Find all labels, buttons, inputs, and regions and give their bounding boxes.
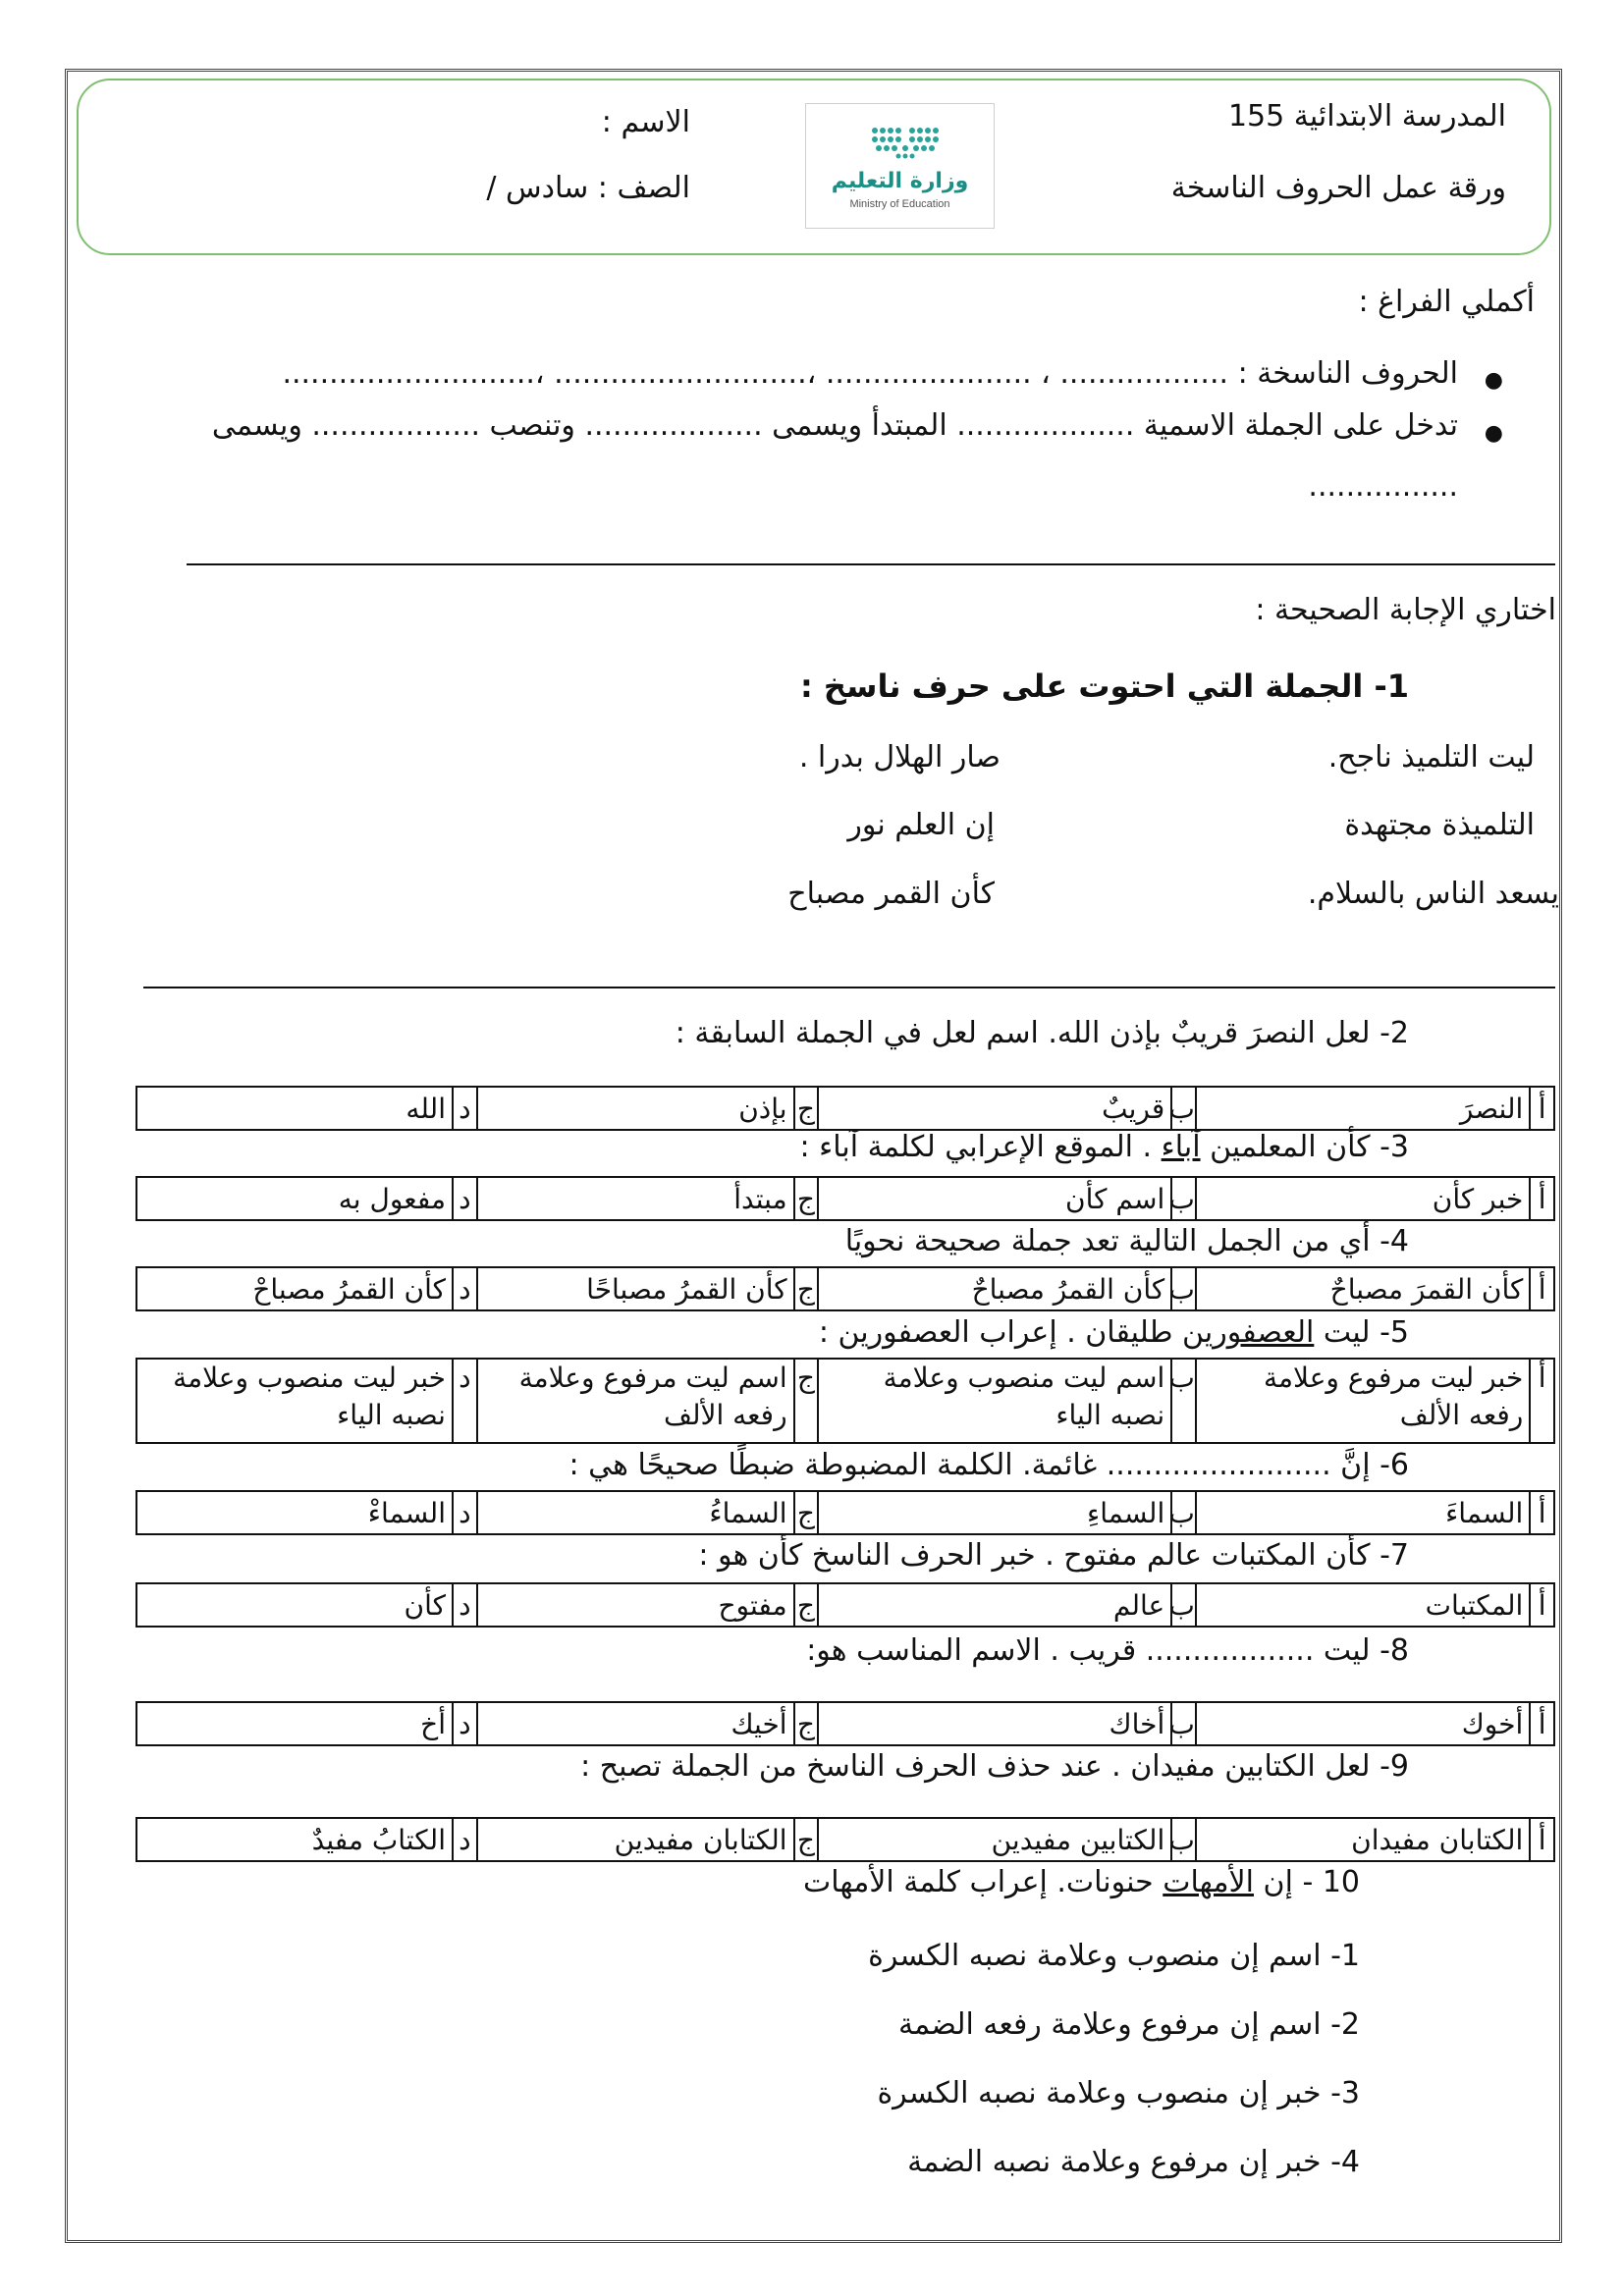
letter: ج — [794, 1267, 819, 1310]
q8-options — [135, 1701, 1555, 1746]
letter: أ — [1530, 1177, 1554, 1220]
q10-answer[interactable]: 3- خبر إن منصوب وعلامة نصبه الكسرة — [877, 2076, 1360, 2110]
option-c[interactable]: كأن القمرُ مصباحًا — [477, 1267, 794, 1310]
letter: د — [453, 1702, 477, 1745]
q5-options — [135, 1358, 1555, 1444]
logo-subtext: Ministry of Education — [849, 198, 950, 210]
letter: ب — [1171, 1491, 1196, 1534]
letter: ج — [794, 1087, 819, 1130]
letter: ج — [794, 1491, 819, 1534]
q10-answer[interactable]: 1- اسم إن منصوب وعلامة نصبه الكسرة — [868, 1939, 1360, 1973]
option-a[interactable]: خبر كأن — [1196, 1177, 1530, 1220]
letter: أ — [1530, 1702, 1554, 1745]
divider — [143, 987, 1555, 988]
letter: أ — [1530, 1491, 1554, 1534]
letter: ب — [1171, 1177, 1196, 1220]
option-a[interactable]: النصرَ — [1196, 1087, 1530, 1130]
letter: ج — [794, 1702, 819, 1745]
letter: ج — [794, 1359, 819, 1443]
bullet-icon: ● — [1484, 421, 1503, 446]
q10-text: 10 - إن الأمهات حنونات. إعراب كلمة الأمهات — [803, 1865, 1360, 1899]
letter: ج — [794, 1583, 819, 1627]
fill-line-3: ................ — [1308, 469, 1458, 504]
q1-sentence: صار الهلال بدرا . — [798, 740, 1001, 774]
q1-title: 1- الجملة التي احتوت على حرف ناسخ : — [799, 667, 1409, 705]
q1-sentence: إن العلم نور — [847, 808, 995, 842]
option-c[interactable]: مفتوح — [477, 1583, 794, 1627]
option-b[interactable]: عالم — [818, 1583, 1171, 1627]
q2-options — [135, 1086, 1555, 1131]
q8-text: 8- ليت .................. قريب . الاسم المناسب هو: — [806, 1633, 1409, 1668]
q4-options — [135, 1266, 1555, 1311]
letter: د — [453, 1818, 477, 1861]
q3-text: 3- كأن المعلمين آباء . الموقع الإعرابي لكلمة آباء : — [799, 1130, 1409, 1164]
option-a[interactable]: الكتابان مفيدان — [1196, 1818, 1530, 1861]
letter: ج — [794, 1177, 819, 1220]
fill-title: أكملي الفراغ : — [1358, 285, 1535, 319]
option-b[interactable]: قريبٌ — [818, 1087, 1171, 1130]
q10-answer[interactable]: 2- اسم إن مرفوع وعلامة رفعه الضمة — [897, 2007, 1360, 2042]
option-a[interactable]: خبر ليت مرفوع وعلامة رفعه الألف — [1196, 1359, 1530, 1443]
letter: ب — [1171, 1267, 1196, 1310]
letter: أ — [1530, 1267, 1554, 1310]
q2-text: 2- لعل النصرَ قريبٌ بإذن الله. اسم لعل في الجملة السابقة : — [675, 1016, 1409, 1050]
class-label: الصف : سادس / — [486, 171, 690, 205]
option-c[interactable]: الكتابان مفيدين — [477, 1818, 794, 1861]
option-d[interactable]: كأن القمرُ مصباحْ — [136, 1267, 453, 1310]
option-d[interactable]: الله — [136, 1087, 453, 1130]
option-a[interactable]: كأن القمرَ مصباحٌ — [1196, 1267, 1530, 1310]
option-d[interactable]: الكتابُ مفيدٌ — [136, 1818, 453, 1861]
q6-options — [135, 1490, 1555, 1535]
q3-options — [135, 1176, 1555, 1221]
letter: ج — [794, 1818, 819, 1861]
divider — [187, 563, 1555, 565]
letter: د — [453, 1359, 477, 1443]
logo-text: وزارة التعليم — [831, 169, 969, 193]
q1-sentence: كأن القمر مصباح — [787, 877, 995, 911]
choose-title: اختاري الإجابة الصحيحة : — [1255, 593, 1556, 627]
option-d[interactable]: أخ — [136, 1702, 453, 1745]
q1-sentence: ليت التلميذ ناجح. — [1327, 740, 1535, 774]
q9-text: 9- لعل الكتابين مفيدان . عند حذف الحرف الناسخ من الجملة تصبح : — [580, 1749, 1409, 1784]
option-d[interactable]: مفعول به — [136, 1177, 453, 1220]
letter: د — [453, 1267, 477, 1310]
option-a[interactable]: المكتبات — [1196, 1583, 1530, 1627]
q5-text: 5- ليت العصفورين طليقان . إعراب العصفورين : — [818, 1315, 1409, 1350]
option-d[interactable]: كأن — [136, 1583, 453, 1627]
option-b[interactable]: السماءِ — [818, 1491, 1171, 1534]
option-b[interactable]: كأن القمرُ مصباحٌ — [818, 1267, 1171, 1310]
option-a[interactable]: السماءَ — [1196, 1491, 1530, 1534]
letter: د — [453, 1087, 477, 1130]
letter: أ — [1530, 1359, 1554, 1443]
option-c[interactable]: اسم ليت مرفوع وعلامة رفعه الألف — [477, 1359, 794, 1443]
school-name: المدرسة الابتدائية 155 — [1227, 99, 1506, 133]
option-c[interactable]: السماءُ — [477, 1491, 794, 1534]
worksheet-title: ورقة عمل الحروف الناسخة — [1170, 171, 1506, 205]
option-b[interactable]: اسم ليت منصوب وعلامة نصبه الياء — [818, 1359, 1171, 1443]
option-b[interactable]: اسم كأن — [818, 1177, 1171, 1220]
q6-text: 6- إنَّ ........................ غائمة. الكلمة المضبوطة ضبطًا صحيحًا هي : — [568, 1448, 1409, 1482]
q9-options — [135, 1817, 1555, 1862]
letter: أ — [1530, 1818, 1554, 1861]
q7-options — [135, 1582, 1555, 1628]
option-d[interactable]: خبر ليت منصوب وعلامة نصبه الياء — [136, 1359, 453, 1443]
option-d[interactable]: السماءْ — [136, 1491, 453, 1534]
name-label: الاسم : — [601, 105, 690, 139]
ministry-logo — [805, 103, 995, 229]
q1-sentence: يسعد الناس بالسلام. — [1307, 877, 1559, 911]
letter: ب — [1171, 1702, 1196, 1745]
fill-line-2: تدخل على الجملة الاسمية ................... المبتدأ ويسمى ................... وتنصب .................. ويسمى — [211, 408, 1458, 443]
option-c[interactable]: أخيك — [477, 1702, 794, 1745]
option-b[interactable]: الكتابين مفيدين — [818, 1818, 1171, 1861]
letter: ب — [1171, 1583, 1196, 1627]
bullet-icon: ● — [1484, 368, 1503, 393]
option-c[interactable]: مبتدأ — [477, 1177, 794, 1220]
letter: ب — [1171, 1359, 1196, 1443]
letter: أ — [1530, 1087, 1554, 1130]
option-b[interactable]: أخاك — [818, 1702, 1171, 1745]
q4-text: 4- أي من الجمل التالية تعد جملة صحيحة نحويًا — [844, 1224, 1409, 1258]
option-a[interactable]: أخوك — [1196, 1702, 1530, 1745]
q10-answer[interactable]: 4- خبر إن مرفوع وعلامة نصبه الضمة — [907, 2145, 1360, 2179]
fill-line-1: الحروف الناسخة : .................. ، ...................... ،........................... ،........................... — [282, 356, 1458, 391]
letter: ب — [1171, 1087, 1196, 1130]
letter: أ — [1530, 1583, 1554, 1627]
letter: د — [453, 1583, 477, 1627]
letter: د — [453, 1491, 477, 1534]
q7-text: 7- كأن المكتبات عالم مفتوح . خبر الحرف الناسخ كأن هو : — [698, 1538, 1409, 1573]
logo-dots-icon — [871, 126, 940, 159]
letter: د — [453, 1177, 477, 1220]
letter: ب — [1171, 1818, 1196, 1861]
q1-sentence: التلميذة مجتهدة — [1344, 808, 1535, 842]
option-c[interactable]: بإذن — [477, 1087, 794, 1130]
